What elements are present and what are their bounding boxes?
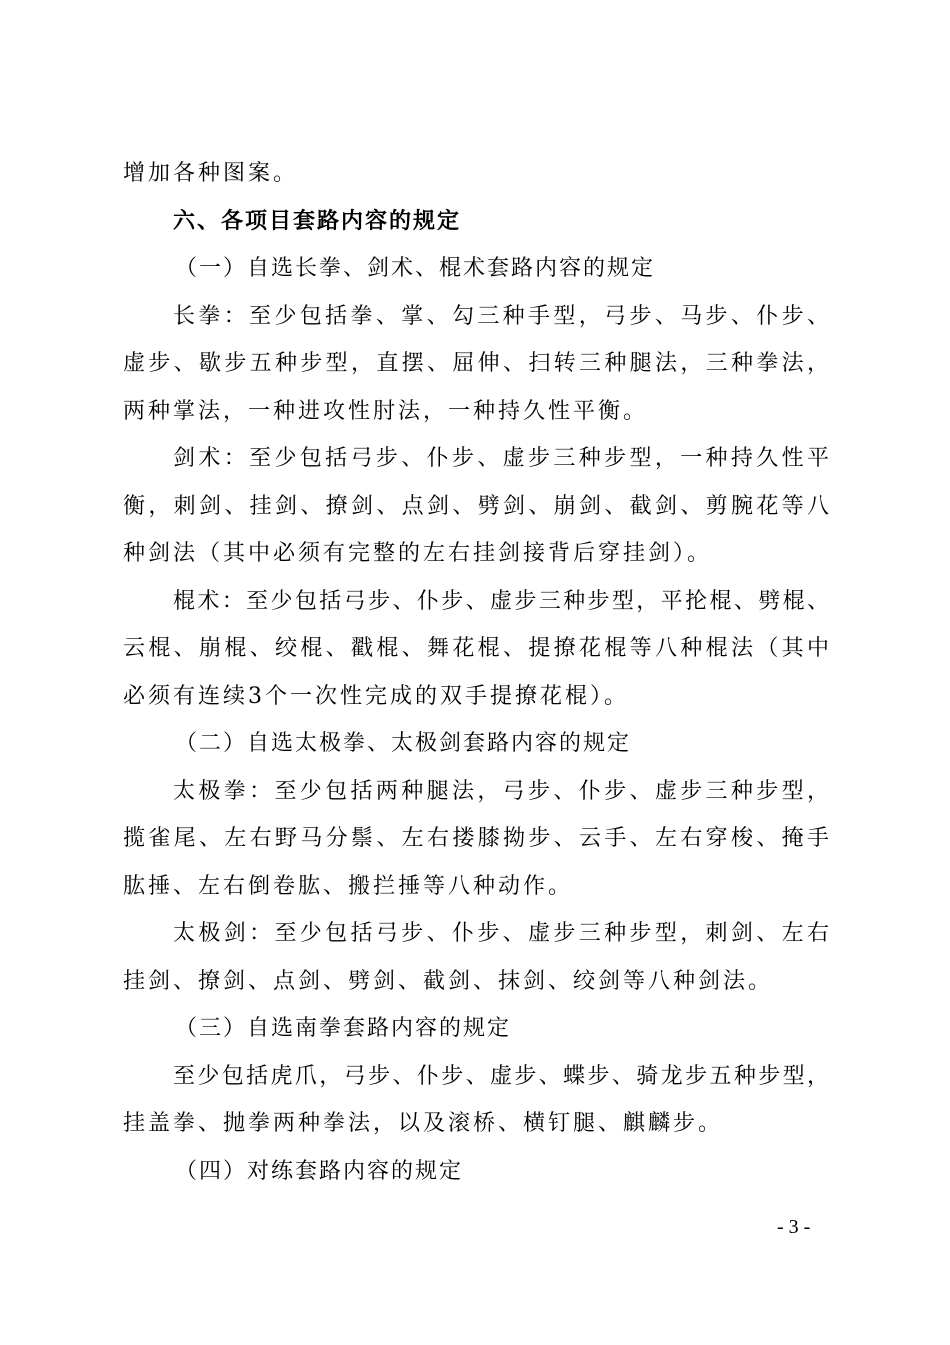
subsection-heading-two: （二）自选太极拳、太极剑套路内容的规定 xyxy=(175,731,632,756)
paragraph-jianshu-line-1: 剑术：至少包括弓步、仆步、虚步三种步型，一种持久性平 xyxy=(173,446,829,471)
paragraph-changquan-line-3: 两种掌法，一种进攻性肘法，一种持久性平衡。 xyxy=(123,398,649,424)
document-body xyxy=(123,150,829,1195)
paragraph-continuation: 增加各种图案。 xyxy=(123,161,299,186)
paragraph-taijiquan-line-2: 揽雀尾、左右野马分鬃、左右搂膝拗步、云手、左右穿梭、掩手 xyxy=(123,826,829,851)
subsection-heading-one: （一）自选长拳、剑术、棍术套路内容的规定 xyxy=(175,256,656,281)
paragraph-taijijian-line-1: 太极剑：至少包括弓步、仆步、虚步三种步型，刺剑、左右 xyxy=(173,921,829,946)
subsection-heading-three: （三）自选南拳套路内容的规定 xyxy=(175,1016,512,1041)
paragraph-jianshu-line-2: 衡，刺剑、挂剑、撩剑、点剑、劈剑、崩剑、截剑、剪腕花等八 xyxy=(123,493,829,519)
paragraph-changquan-line-1: 长拳：至少包括拳、掌、勾三种手型，弓步、马步、仆步、 xyxy=(173,303,829,329)
paragraph-nanquan-line-1: 至少包括虎爪，弓步、仆步、虚步、蝶步、骑龙步五种步型， xyxy=(173,1063,829,1089)
paragraph-jianshu-line-3: 种剑法（其中必须有完整的左右挂剑接背后穿挂剑）。 xyxy=(123,541,713,566)
paragraph-nanquan-line-2: 挂盖拳、抛拳两种拳法，以及滚桥、横钉腿、麒麟步。 xyxy=(123,1111,724,1136)
section-heading-six: 六、各项目套路内容的规定 xyxy=(173,208,462,234)
paragraph-changquan-line-2: 虚步、歇步五种步型，直摆、屈伸、扫转三种腿法，三种拳法， xyxy=(123,351,829,376)
page-number: - 3 - xyxy=(777,1216,811,1238)
subsection-heading-four: （四）对练套路内容的规定 xyxy=(175,1158,464,1184)
paragraph-gunshu-line-1: 棍术：至少包括弓步、仆步、虚步三种步型，平抡棍、劈棍、 xyxy=(173,588,829,614)
paragraph-taijijian-line-2: 挂剑、撩剑、点剑、劈剑、截剑、抹剑、绞剑等八种剑法。 xyxy=(123,968,774,994)
paragraph-gunshu-line-2: 云棍、崩棍、绞棍、戳棍、舞花棍、提撩花棍等八种棍法（其中 xyxy=(123,636,829,661)
paragraph-taijiquan-line-3: 肱捶、左右倒卷肱、搬拦捶等八种动作。 xyxy=(123,873,574,899)
paragraph-taijiquan-line-1: 太极拳：至少包括两种腿法，弓步、仆步、虚步三种步型， xyxy=(173,778,829,804)
paragraph-gunshu-line-3: 必须有连续3个一次性完成的双手提撩花棍）。 xyxy=(123,683,629,709)
